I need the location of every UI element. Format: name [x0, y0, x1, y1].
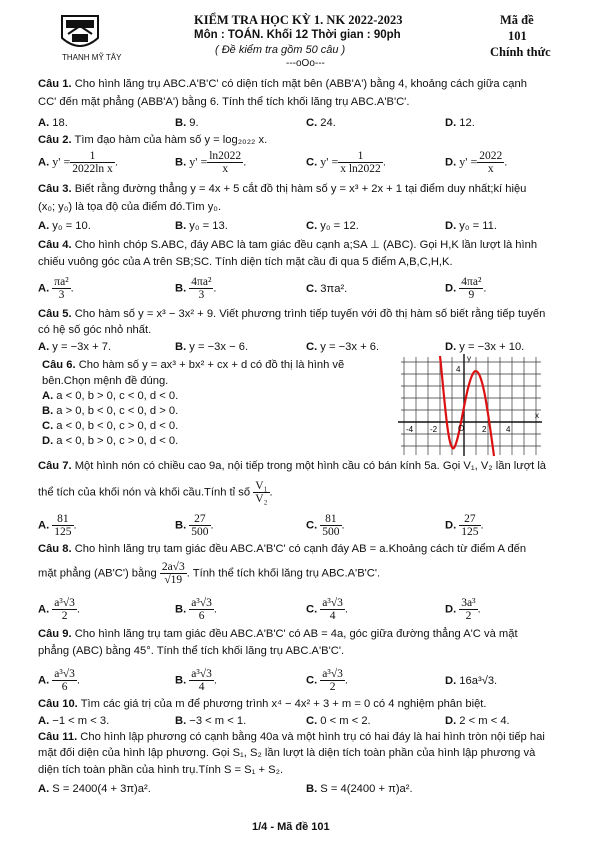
q7-option-b: B. $\frac{27}{500}$ .: [175, 513, 214, 538]
question-2: Câu 2. Tìm đạo hàm của hàm số y = log₂₀₂₂ x.: [38, 134, 268, 146]
question-4-line2: chiếu vuông góc của A trên SB;SC. Tính diện tích mặt cầu đi qua 5 điểm A,B,C,H,K.: [38, 256, 453, 268]
q8-option-a: A. $\frac{\text{a³√3}}{2}$ .: [38, 597, 81, 622]
x-tick-label: -2: [430, 425, 438, 434]
q7-option-d: D. $\frac{27}{125}$ .: [445, 513, 484, 538]
code-label: Mã đề: [500, 13, 534, 27]
q7-option-a: A. $\frac{81}{125}$ .: [38, 513, 77, 538]
question-11-line3: diện tích toàn phần của hình trụ.Tính S = S₁ + S₂.: [38, 764, 284, 776]
q2-option-a: A. y' = $\frac{1}{\text{2022ln x}}$ .: [38, 150, 118, 175]
question-11: Câu 11. Cho hình lập phương có cạnh bằng 40a và một hình trụ có hai đáy là hai hình tròn nội tiếp hai: [38, 731, 545, 743]
x-tick-label: 2: [482, 425, 487, 434]
q3-option-d: D. y₀ = 11.: [445, 220, 498, 232]
school-logo: [58, 10, 102, 54]
q1-option-c: C. 24.: [306, 117, 336, 129]
question-7-line2: thể tích của khối nón và khối cầu.Tính tỉ số $\frac{\text{V₁}}{\text{V₂}}$ .: [38, 480, 273, 505]
y-tick-label: 4: [456, 365, 461, 374]
q8-option-b: B. $\frac{\text{a³√3}}{6}$ .: [175, 597, 218, 622]
question-8-line2: mặt phẳng (AB'C') bằng $\frac{2a√3}{√19}$ . Tính thể tích khối lăng trụ ABC.A'B'C'.: [38, 561, 381, 586]
question-11-line2: mặt đối diện của hình lập phương. Gọi S₁, S₂ lần lượt là diện tích toàn phần của hình lập phương và: [38, 747, 536, 759]
q2-option-d: D. y' = $\frac{2022}{x}$ .: [445, 150, 508, 175]
q9-option-d: D. 16a³√3.: [445, 675, 498, 687]
q9-option-a: A. $\frac{\text{a³√3}}{6}$ .: [38, 668, 81, 693]
q10-option-b: B. −3 < m < 1.: [175, 715, 247, 727]
q8-option-c: C. $\frac{\text{a³√3}}{4}$ .: [306, 597, 349, 622]
question-5: Câu 5. Cho hàm số y = x³ − 3x² + 9. Viết phương trình tiếp tuyến với đồ thị hàm số biết rằng tiếp tuyến: [38, 308, 546, 320]
q3-option-b: B. y₀ = 13.: [175, 220, 228, 232]
q10-option-d: D. 2 < m < 4.: [445, 715, 510, 727]
official-label: Chính thức: [490, 45, 551, 59]
q11-option-b: B. S = 4(2400 + π)a².: [306, 783, 413, 795]
question-5-line2: có hệ số góc nhỏ nhất.: [38, 324, 152, 336]
question-7: Câu 7. Một hình nón có chiều cao 9a, nội tiếp trong một hình cầu có bán kính 5a. Gọi V₁, V₂ lần lượt là: [38, 460, 547, 472]
x-tick-label: -4: [406, 425, 414, 434]
cubic-graph: [396, 352, 544, 458]
q5-option-b: B. y = −3x − 6.: [175, 341, 249, 353]
question-3: Câu 3. Biết rằng đường thẳng y = 4x + 5 cắt đồ thị hàm số y = x³ + 2x + 1 tại điểm duy nhất;kí hiệu: [38, 183, 527, 195]
q4-option-d: D. $\frac{\text{4πa²}}{9}$ .: [445, 276, 487, 301]
exam-note: ( Đề kiểm tra gồm 50 câu ): [215, 44, 346, 56]
logo-caption: THANH MỸ TÂY: [62, 53, 122, 62]
subject-line: Môn : TOÁN. Khối 12 Thời gian : 90ph: [194, 29, 401, 41]
question-1: Câu 1. Cho hình lăng trụ ABC.A'B'C' có diện tích mặt bên (ABB'A') bằng 4, khoảng cách giữa cạnh: [38, 78, 527, 90]
divider: ---oOo---: [286, 58, 325, 69]
graph-grid: [401, 357, 541, 455]
question-4: Câu 4. Cho hình chóp S.ABC, đáy ABC là tam giác đều cạnh a;SA ⊥ (ABC). Gọi H,K lần lượt là hình: [38, 239, 538, 251]
q5-option-a: A. y = −3x + 7.: [38, 341, 112, 353]
x-tick-label: 4: [506, 425, 511, 434]
q11-option-a: A. S = 2400(4 + 3π)a².: [38, 783, 151, 795]
question-6-line2: bên.Chọn mệnh đề đúng.: [42, 375, 169, 387]
q7-option-c: C. $\frac{81}{500}$ .: [306, 513, 345, 538]
q10-option-a: A. −1 < m < 3.: [38, 715, 110, 727]
q6-option-b: B. a > 0, b < 0, c < 0, d > 0.: [42, 405, 179, 417]
q9-option-c: C. $\frac{\text{a³√3}}{2}$ .: [306, 668, 349, 693]
origin-label: O: [458, 424, 465, 433]
exam-title: KIỂM TRA HỌC KỲ 1. NK 2022-2023: [194, 13, 403, 27]
q8-option-d: D. $\frac{\text{3a³}}{2}$ .: [445, 597, 481, 622]
question-9-line2: phẳng (ABC) bằng 45°. Tính thể tích khối lăng trụ ABC.A'B'C'.: [38, 645, 345, 657]
question-3-line2: (x₀; y₀) là tọa độ của điểm đó.Tìm y₀.: [38, 201, 222, 213]
cubic-curve: [440, 356, 494, 456]
q3-option-a: A. y₀ = 10.: [38, 220, 91, 232]
question-9: Câu 9. Cho hình lăng trụ tam giác đều ABC.A'B'C' có AB = 4a, góc giữa đường thẳng A'C và mặt: [38, 628, 518, 640]
q1-option-b: B. 9.: [175, 117, 199, 129]
page-footer: 1/4 - Mã đề 101: [252, 821, 330, 833]
q6-option-a: A. a < 0, b > 0, c < 0, d < 0.: [42, 390, 179, 402]
q4-option-a: A. $\frac{\text{πa²}}{3}$ .: [38, 276, 74, 301]
q3-option-c: C. y₀ = 12.: [306, 220, 359, 232]
q5-option-c: C. y = −3x + 6.: [306, 341, 380, 353]
q6-option-c: C. a < 0, b < 0, c > 0, d < 0.: [42, 420, 179, 432]
q2-option-c: C. y' = $\frac{1}{\text{x ln2022}}$ .: [306, 150, 386, 175]
exam-code: 101: [508, 29, 527, 43]
question-8: Câu 8. Cho hình lăng trụ tam giác đều ABC.A'B'C' có cạnh đáy AB = a.Khoảng cách từ điểm A đến: [38, 543, 527, 555]
q2-option-b: B. y' = $\frac{\ln 2022}{x}$ .: [175, 150, 247, 175]
y-axis-label: y: [467, 354, 471, 363]
q10-option-c: C. 0 < m < 2.: [306, 715, 371, 727]
x-axis-label: x: [535, 411, 539, 420]
q6-option-d: D. a < 0, b > 0, c > 0, d < 0.: [42, 435, 179, 447]
q1-option-d: D. 12.: [445, 117, 475, 129]
question-10: Câu 10. Tìm các giá trị của m để phương trình x⁴ − 4x² + 3 + m = 0 có 4 nghiệm phân biệt.: [38, 698, 487, 710]
q5-option-d: D. y = −3x + 10.: [445, 341, 525, 353]
q4-option-b: B. $\frac{\text{4πa²}}{3}$ .: [175, 276, 217, 301]
q1-option-a: A. 18.: [38, 117, 68, 129]
question-6: Câu 6. Cho hàm số y = ax³ + bx² + cx + d có đồ thị là hình vẽ: [42, 359, 345, 371]
question-1-line2: CC' đến mặt phẳng (ABB'A') bằng 6. Tính thể tích khối lăng trụ ABC.A'B'C'.: [38, 96, 410, 108]
q9-option-b: B. $\frac{\text{a³√3}}{4}$ .: [175, 668, 218, 693]
q4-option-c: C. 3πa².: [306, 283, 348, 295]
